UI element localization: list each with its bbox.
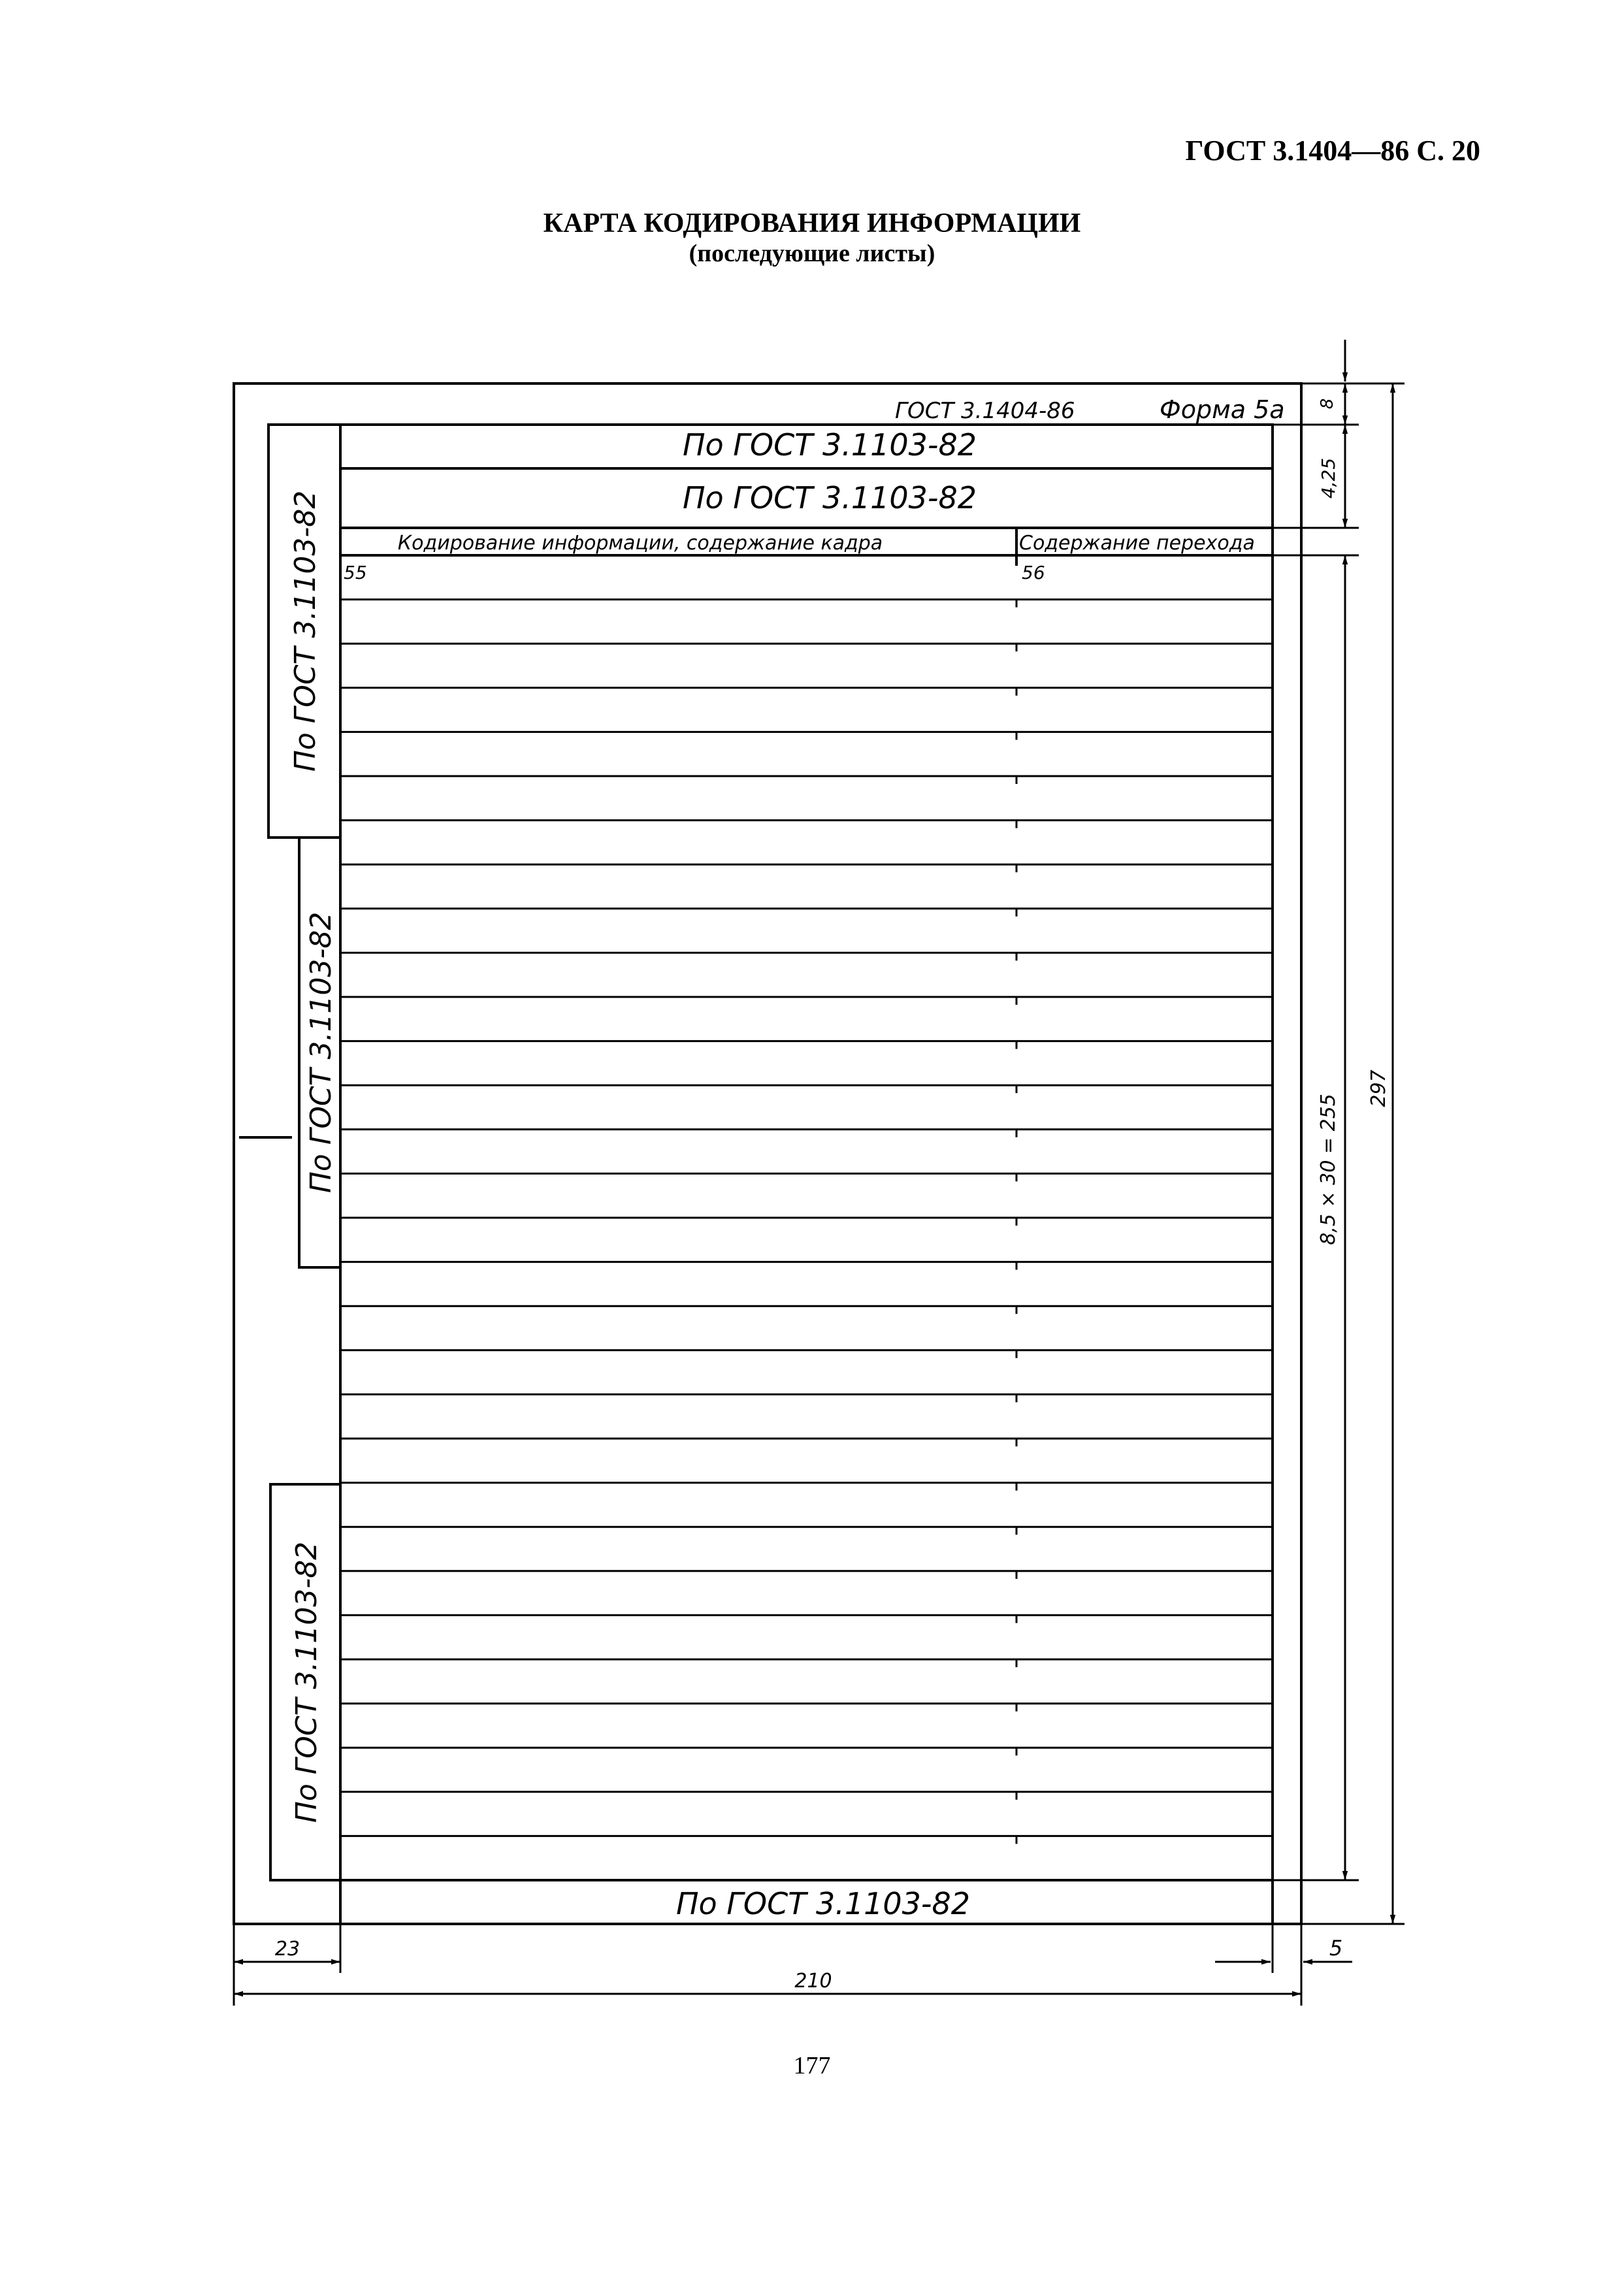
col1-title: Кодирование информации, содержание кадра (397, 532, 883, 555)
dim-header-height: 4,25 (1318, 457, 1339, 499)
side-stamp-bottom-label: По ГОСТ 3.1103-82 (290, 1541, 323, 1823)
document-subtitle: (последующие листы) (689, 240, 935, 267)
header-row2-label: По ГОСТ 3.1103-82 (682, 480, 977, 515)
col2-code: 56 (1022, 562, 1045, 583)
sheet-border (234, 383, 1301, 1924)
page-header: ГОСТ 3.1404—86 С. 20 (1185, 135, 1480, 167)
dim-left-margin: 23 (274, 1938, 300, 1961)
col1-code: 55 (344, 562, 367, 583)
dim-sheet-height: 297 (1367, 1069, 1390, 1107)
side-stamp-middle-label: По ГОСТ 3.1103-82 (304, 911, 338, 1194)
col2-title: Содержание перехода (1019, 532, 1255, 555)
data-rows (340, 600, 1273, 1844)
document-title: КАРТА КОДИРОВАНИЯ ИНФОРМАЦИИ (543, 208, 1081, 238)
dim-top-margin: 8 (1318, 398, 1337, 410)
header-row1-label: По ГОСТ 3.1103-82 (682, 427, 977, 463)
form-standard: ГОСТ 3.1404-86 (895, 398, 1075, 424)
form-name: Форма 5а (1160, 395, 1285, 424)
dim-right-margin: 5 (1329, 1936, 1343, 1961)
footer-label: По ГОСТ 3.1103-82 (675, 1886, 971, 1921)
dim-sheet-width: 210 (794, 1970, 832, 1993)
dim-body-height: 8,5 × 30 = 255 (1317, 1094, 1340, 1245)
side-stamp-top-label: По ГОСТ 3.1103-82 (289, 490, 322, 772)
page-number: 177 (793, 2052, 831, 2079)
